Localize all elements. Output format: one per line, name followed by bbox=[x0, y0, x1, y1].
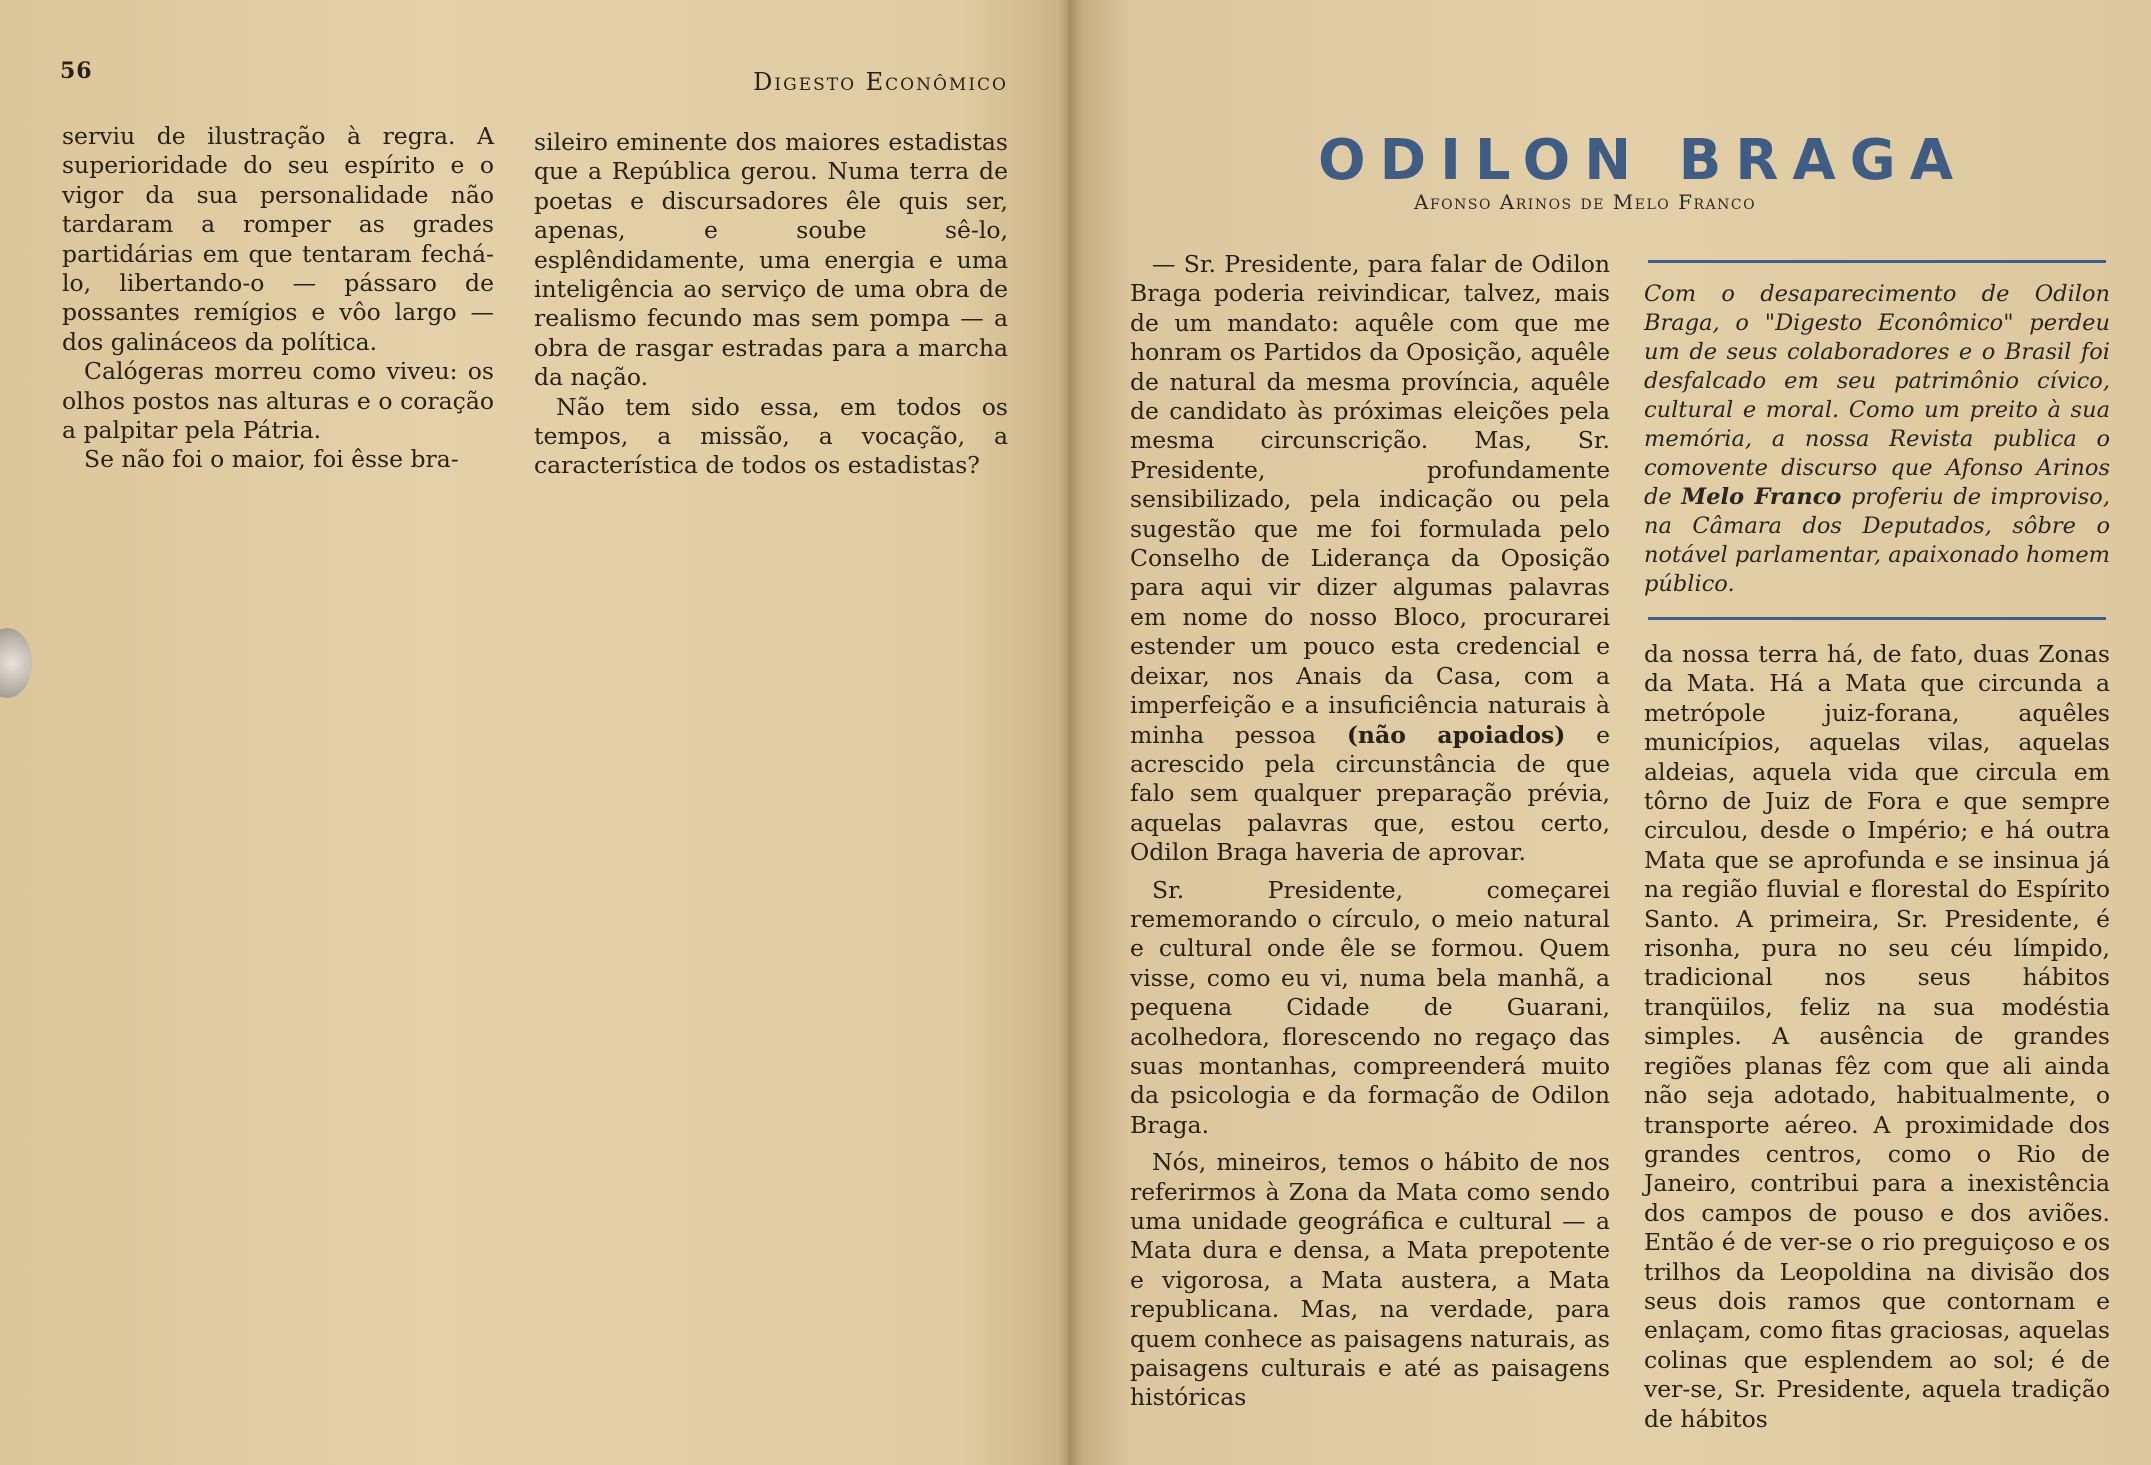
gutter bbox=[1058, 0, 1082, 1465]
running-head: Digesto Econômico bbox=[753, 68, 1008, 96]
paragraph: serviu de ilustração à regra. A superioridade do seu espírito e o vigor da sua personalidade não tardaram a romper as grades partidárias em que tentaram fechá-lo, libertando-o — pássaro de possantes remígios e vôo largo — dos galináceos da política. bbox=[62, 122, 494, 356]
intro-rule-bottom bbox=[1648, 617, 2106, 620]
right-column-1 bbox=[1130, 250, 1610, 1413]
intro-box bbox=[1644, 280, 2110, 599]
paragraph bbox=[1130, 250, 1610, 868]
intro-text-end: proferiu de improviso, na Câmara dos Deputados, sôbre o notável parlamentar, apaixonado homem público. bbox=[1644, 484, 2111, 597]
paragraph: Sr. Presidente, começarei rememorando o círculo, o meio natural e cultural onde êle se formou. Quem visse, como eu vi, numa bela manhã, a pequena Cidade de Guarani, acolhedora, florescendo no regaço das suas montanhas, compreenderá muito da psicologia e da formação de Odilon Braga. bbox=[1130, 875, 1610, 1139]
paragraph: Se não foi o maior, foi êsse bra- bbox=[84, 445, 459, 474]
paragraph: da nossa terra há, de fato, duas Zonas da Mata. Há a Mata que circunda a metrópole juiz-forana, aquêles municípios, aquelas vilas, aquelas aldeias, aquela vida que circula em tôrno de Juiz de Fora e que sempre circulou, desde o Império; e há outra Mata que se aprofunda e se insinua já na região fluvial e florestal do Espírito Santo. A primeira, Sr. Presidente, é risonha, pura no seu céu límpido, tradicional nos seus hábitos tranqüilos, feliz na sua modéstia simples. A ausência de grandes regiões planas fêz com que ali ainda não seja adotado, habitualmente, o transporte aéreo. A proximidade dos grandes centros, como o Rio de Janeiro, contribui para a inexistência dos campos de pouso e dos aviões. Então é de ver-se o rio preguiçoso e os trilhos da Leopoldina na divisão dos seus dois ramos que contornam e enlaçam, como fitas graciosas, aquelas colinas que esplendem ao sol; é de ver-se, Sr. Presidente, aquela tradição de hábitos bbox=[1644, 640, 2110, 1433]
article-title: ODILON BRAGA bbox=[1318, 128, 1968, 193]
left-column-2 bbox=[534, 128, 1008, 481]
paragraph: sileiro eminente dos maiores estadistas que a República gerou. Numa terra de poetas e discursadores êle quis ser, apenas, e soube sê-lo, esplêndidamente, uma energia e uma inteligência ao serviço de uma obra de realismo fecundo mas sem pompa — a obra de rasgar estradas para a marcha da nação. bbox=[534, 128, 1008, 392]
article-author: Afonso Arinos de Melo Franco bbox=[1414, 190, 1757, 214]
speech-text-cont: e acrescido pela circunstância de que falo sem qualquer preparação prévia, aquelas palavras que, estou certo, Odilon Braga haveria de aprovar. bbox=[1130, 720, 1610, 867]
intro-bold-name: Melo Franco bbox=[1681, 484, 1842, 510]
page-number: 56 bbox=[60, 58, 93, 84]
paragraph: Calógeras morreu como viveu: os olhos postos nas alturas e o coração a palpitar pela Pátria. bbox=[62, 357, 494, 445]
binding-hole bbox=[0, 628, 32, 698]
left-column-1 bbox=[62, 122, 494, 475]
paragraph: Nós, mineiros, temos o hábito de nos referirmos à Zona da Mata como sendo uma unidade geográfica e cultural — a Mata dura e densa, a Mata prepotente e vigorosa, a Mata austera, a Mata republicana. Mas, na verdade, para quem conhece as paisagens naturais, as paisagens culturais e até as paisagens históricas bbox=[1130, 1148, 1610, 1412]
intro-text: Com o desaparecimento de Odilon Braga, o "Digesto Econômico" perdeu um de seus colaboradores e o Brasil foi desfalcado em seu patrimônio cívico, cultural e moral. Como um preito à sua memória, a nossa Revista publica o comovente discurso que Afonso Arinos de bbox=[1644, 281, 2110, 510]
right-column-2 bbox=[1644, 640, 2110, 1434]
interjection: (não apoiados) bbox=[1346, 720, 1566, 749]
speech-text: — Sr. Presidente, para falar de Odilon Braga poderia reivindicar, talvez, mais de um mandato: aquêle com que me honram os Partidos da Oposição, aquêle de natural da mesma província, aquêle de candidato às próximas eleições pela mesma circunscrição. Mas, Sr. Presidente, profundamente sensibilizado, pela indicação ou pela sugestão que me foi formulada pelo Conselho de Liderança da Oposição para aqui vir dizer algumas palavras em nome do nosso Bloco, procurarei estender um pouco esta credencial e deixar, nos Anais da Casa, com a imperfeição e a insuficiência naturais à minha pessoa bbox=[1130, 250, 1610, 749]
paragraph: Não tem sido essa, em todos os tempos, a missão, a vocação, a característica de todos os estadistas? bbox=[534, 392, 1008, 480]
intro-rule-top bbox=[1648, 260, 2106, 263]
